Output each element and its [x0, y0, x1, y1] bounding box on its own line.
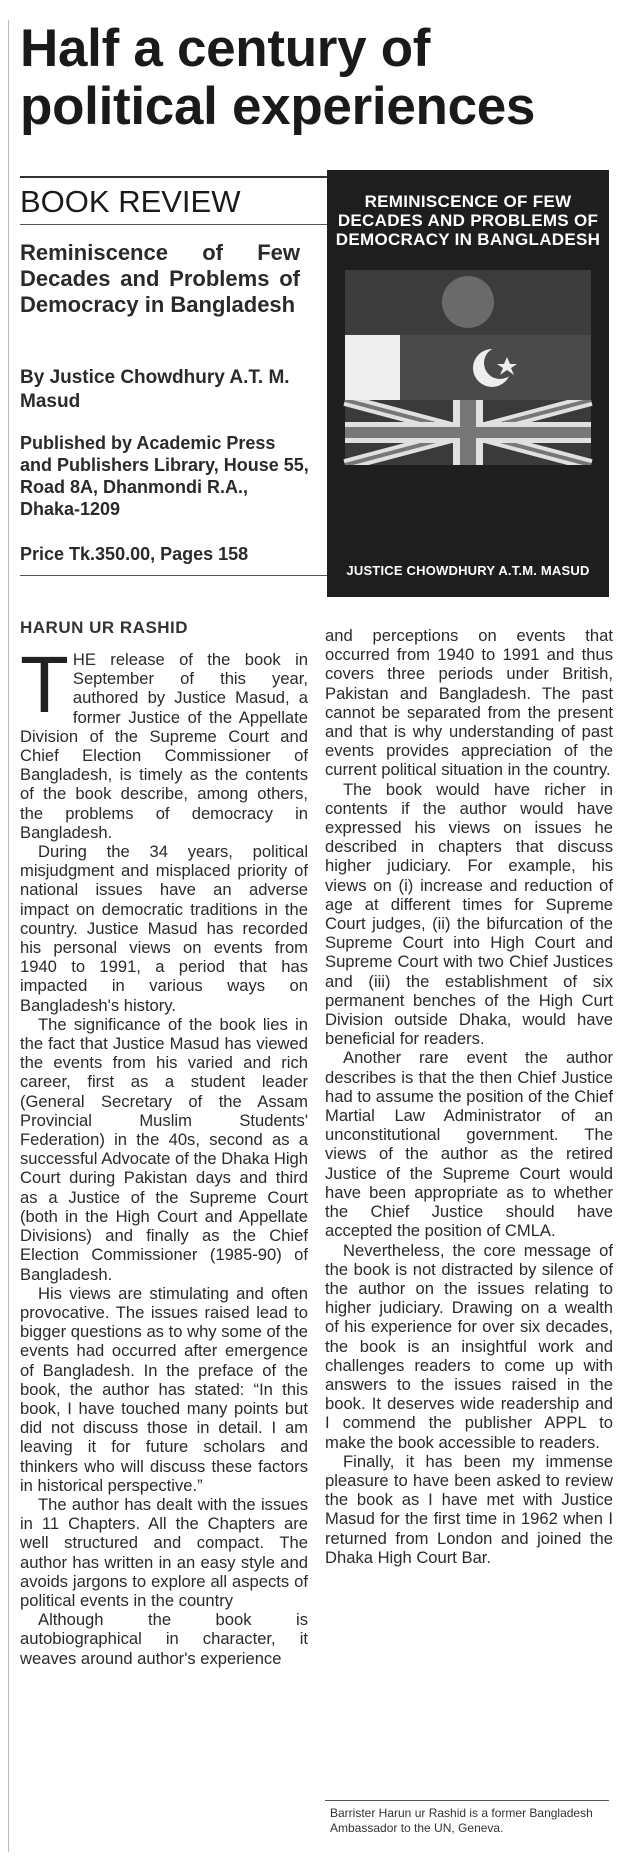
author-bio: Barrister Harun ur Rashid is a former Bangladesh Ambassador to the UN, Geneva. — [330, 1806, 593, 1835]
paragraph: Finally, it has been my immense pleasure to have been asked to review the book as I have met with Justice Masud for the first time in 1962 when I returned from London and joined the Dhaka High Court Bar. — [325, 1451, 613, 1567]
drop-cap: T — [20, 640, 69, 729]
divider — [20, 224, 332, 225]
paragraph: Another rare event the author describes is that the then Chief Justice had to assume the position of the Chief Martial Law Administrator of an unconstitutional government. The views of the author as the retired Justice of the Supreme Court would have been appropriate as to whether the Chief Justice should have accepted the position of CMLA. — [325, 1048, 613, 1241]
paragraph: Nevertheless, the core message of the book is not distracted by silence of the author on the issues relating to higher judiciary. Drawing on a wealth of his experience for over six decades, the book is an insightful work and challenges readers to come up with answers to the issues raised in the book. It deserves wide readership and I commend the publisher APPL to make the book accessible to readers. — [325, 1240, 613, 1452]
price-pages: Price Tk.350.00, Pages 158 — [20, 544, 249, 564]
paragraph: The author has dealt with the issues in 11 Chapters. All the Chapters are well structured and compact. The author has written in an easy style and avoids jargons to explore all aspects of political events in the country — [20, 1494, 308, 1610]
paragraph: During the 34 years, political misjudgment and misplaced priority of national issues have an adverse impact on democratic traditions in the country. Justice Masud has recorded his personal views on events from 1940 to 1991, a period that has impacted in various ways on Bangladesh's history. — [20, 842, 308, 1015]
cover-author: JUSTICE CHOWDHURY A.T.M. MASUD — [346, 563, 590, 578]
paragraph: Although the book is autobiographical in character, it weaves around author's experience — [20, 1610, 308, 1668]
headline: Half a century of political experiences — [20, 19, 536, 136]
paragraph — [20, 640, 308, 842]
paragraph: and perceptions on events that occurred from 1940 to 1991 and thus covers three periods under British, Pakistan and Bangladesh. The past cannot be separated from the present and that is why understanding of past events provides appreciation of the current political situation in the country. — [325, 626, 613, 780]
divider — [20, 575, 332, 576]
divider — [20, 176, 332, 178]
book-author: By Justice Chowdhury A.T. M. Masud — [20, 367, 290, 412]
article-column-left — [20, 640, 308, 1668]
united-kingdom-flag-icon — [327, 400, 609, 465]
paragraph-text: HE release of the book in September of this year, authored by Justice Masud, a former Justice of the Appellate Division of the Supreme Court and Chief Election Commissioner of Bangladesh, is timely as the contents of the book describe, among others, the problems of democracy in Bangladesh. — [20, 650, 308, 842]
paragraph: The significance of the book lies in the fact that Justice Masud has viewed the events from his varied and rich career, first as a student leader (General Secretary of the Assam Provincial Muslim Students' Federation) in the 40s, second as a successful Advocate of the Dhaka High Court during Pakistan days and third as a Justice of the Supreme Court (both in the High Court and Appellate Divisions) and finally as the Chief Election Commissioner (1985-90) of Bangladesh. — [20, 1014, 308, 1284]
book-title: Reminiscence of Few Decades and Problems of Democracy in Bangladesh — [20, 240, 300, 317]
article-column-right — [325, 626, 613, 1567]
book-cover-image — [327, 170, 609, 597]
divider — [325, 1800, 609, 1801]
paragraph: The book would have richer in contents if the author would have expressed his views on issues he described in chapters that discuss higher judiciary. For example, his views on (i) increase and reduction of age at different times for Supreme Court judges, (ii) the bifurcation of the Supreme Court into High Court and Supreme Court with two Chief Justices and (iii) the establishment of six permanent benches of the High Curt Division outside Dhaka, would have beneficial for readers. — [325, 779, 613, 1049]
byline: HARUN UR RASHID — [20, 618, 189, 637]
bangladesh-flag-icon — [327, 270, 609, 335]
cover-title: REMINISCENCE OF FEW DECADES AND PROBLEMS OF DEMOCRACY IN BANGLADESH — [335, 192, 601, 249]
paragraph: His views are stimulating and often provocative. The issues raised lead to bigger questions as to why some of the events had occurred after emergence of Bangladesh. In the preface of the book, the author has stated: “In this book, I have touched many points but did not discuss those in detail. I am leaving it for future scholars and thinkers who will discuss these factors in historical perspective.” — [20, 1283, 308, 1495]
pakistan-flag-icon — [327, 335, 609, 400]
section-label: BOOK REVIEW — [20, 184, 241, 219]
publisher-info: Published by Academic Press and Publishers Library, House 55, Road 8A, Dhanmondi R.A., Dhaka-1209 — [20, 433, 309, 519]
column-rule — [8, 20, 9, 1852]
